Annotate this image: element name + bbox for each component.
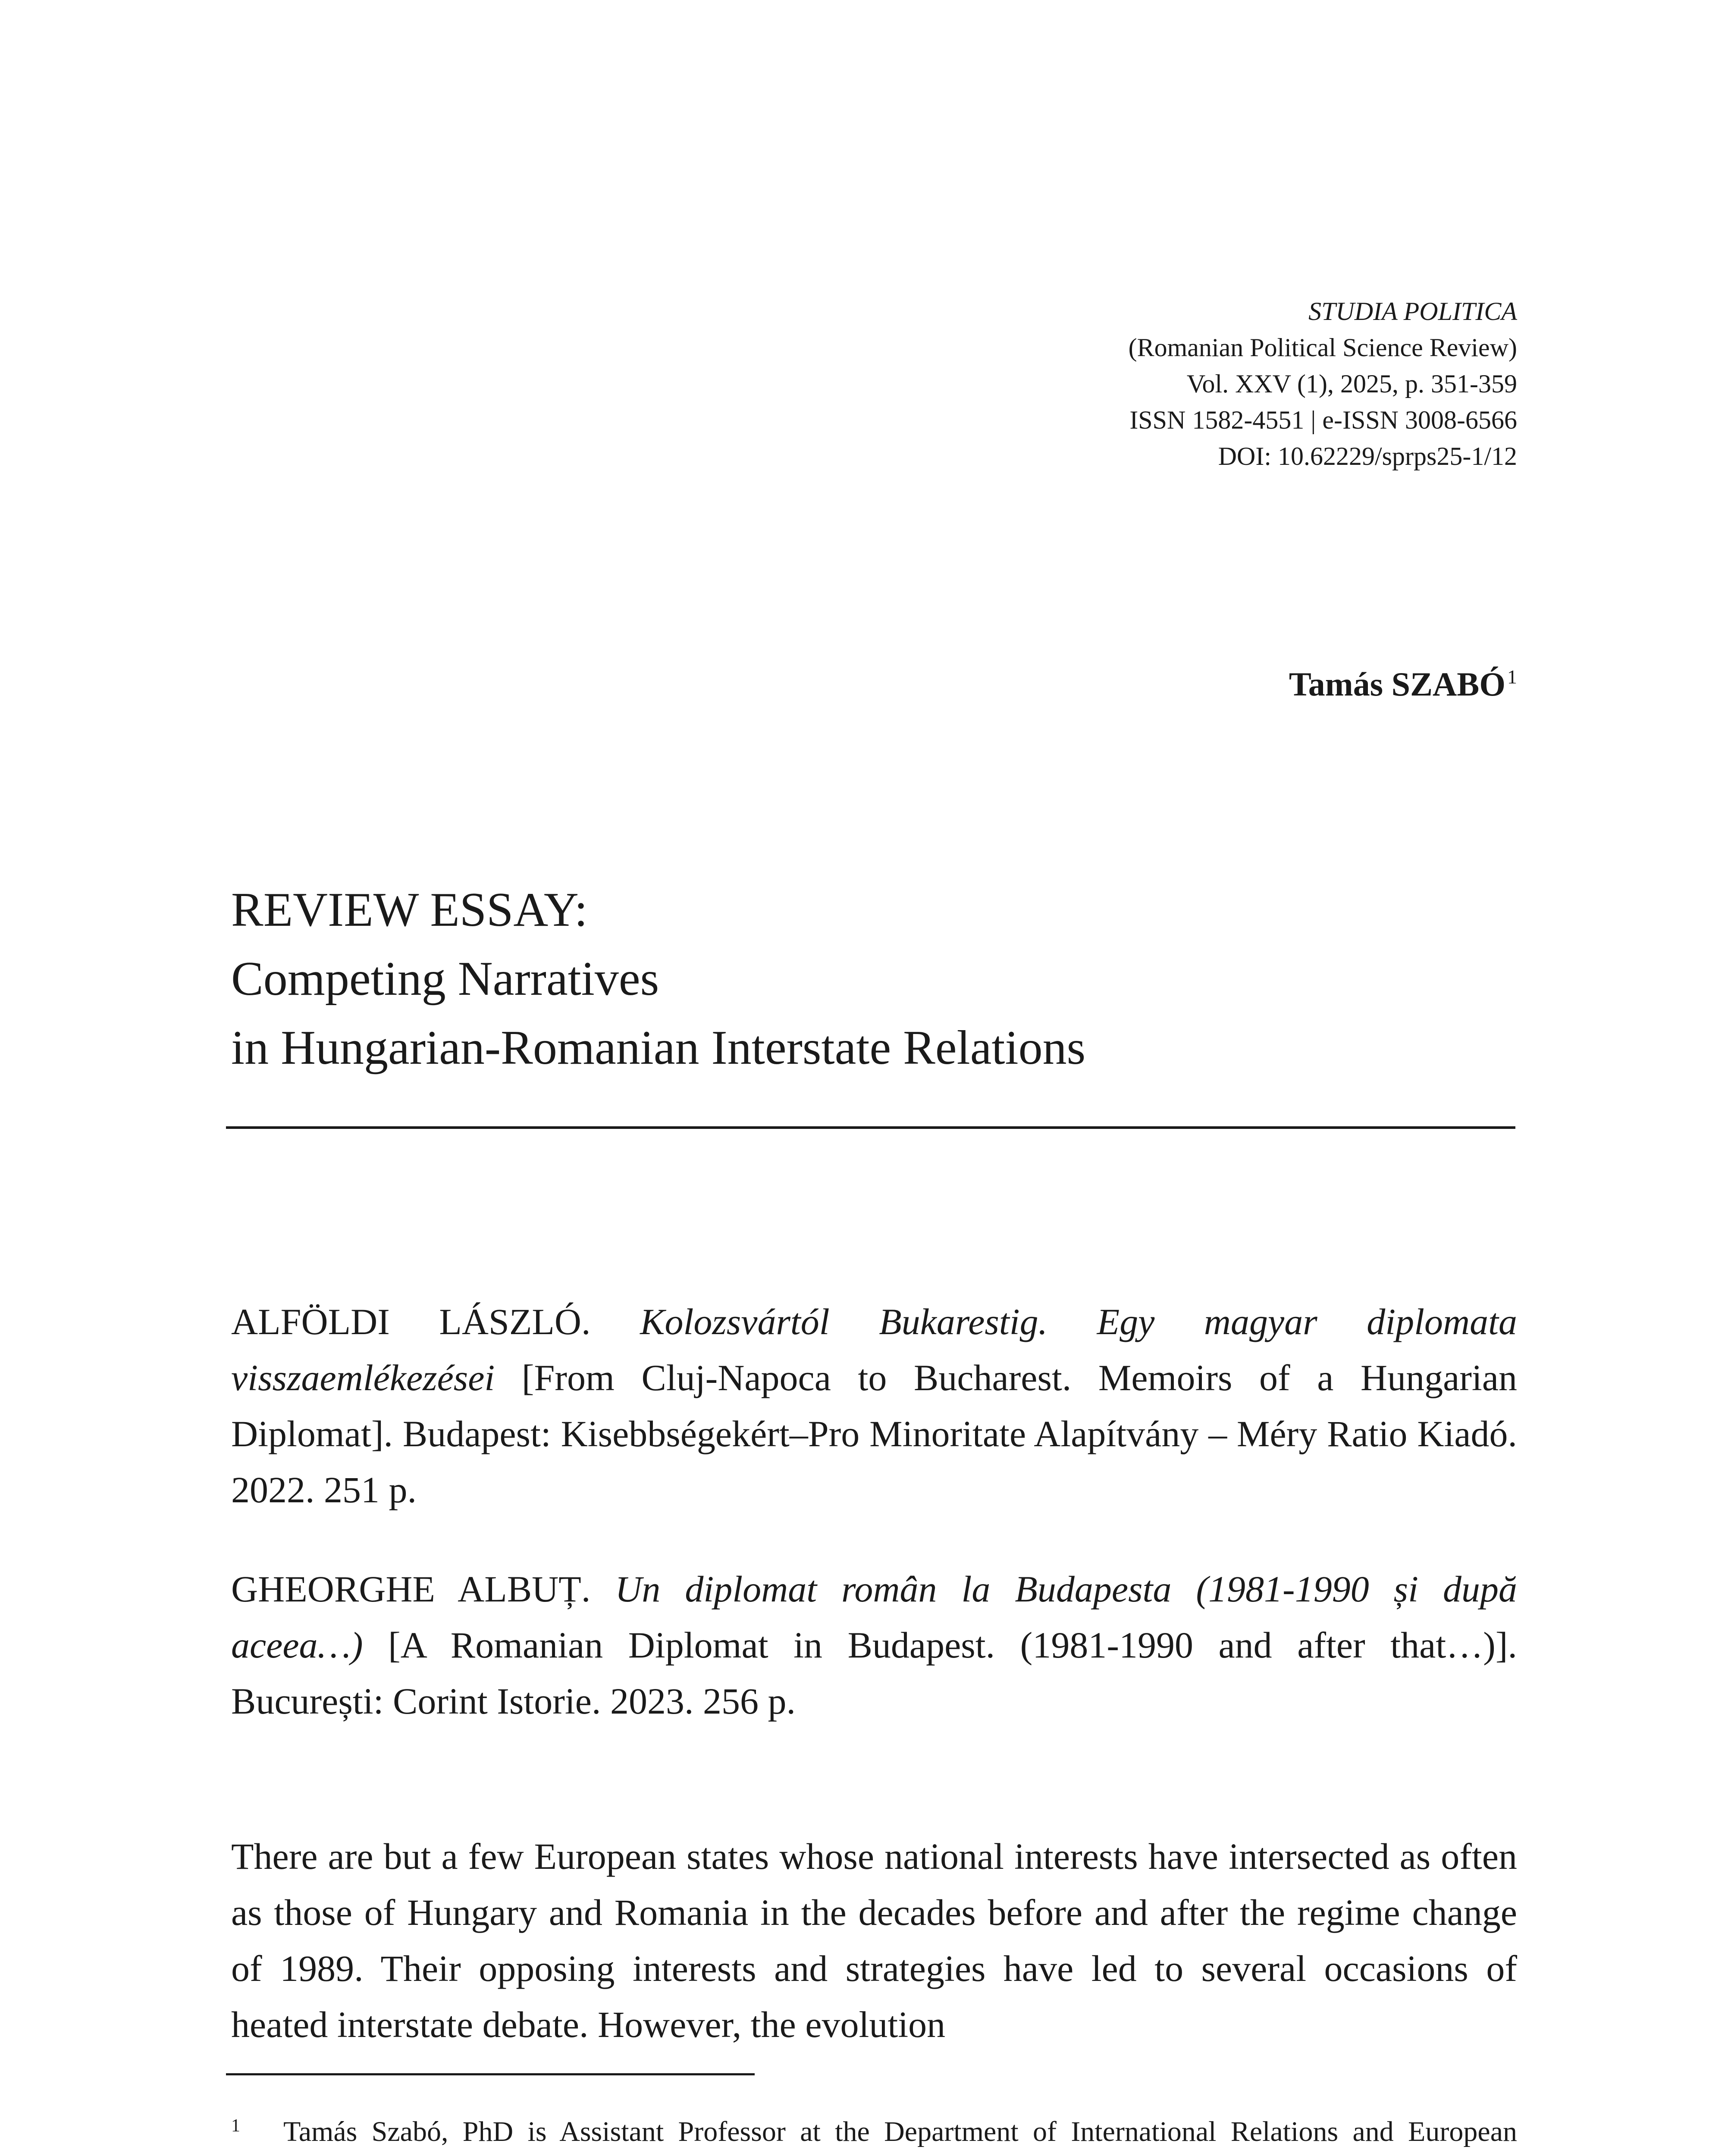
book-2-details: [A Romanian Diplomat in Budapest. (1981-1990 and after that…)]. București: Corint Istorie. 2023. 256 p. xyxy=(231,1624,1517,1722)
footnote xyxy=(231,2104,1517,2156)
journal-name: STUDIA POLITICA xyxy=(1308,297,1517,326)
title-divider xyxy=(226,1126,1515,1129)
footnote-divider xyxy=(226,2073,755,2075)
journal-header xyxy=(1129,293,1517,474)
author-footnote-mark: 1 xyxy=(1507,666,1517,688)
title-line-3: in Hungarian-Romanian Interstate Relations xyxy=(231,1021,1086,1075)
author-name: Tamás SZABÓ xyxy=(1289,665,1505,703)
title-line-2: Competing Narratives xyxy=(231,952,659,1006)
book-1-title: Kolozsvártól Bukarestig. Egy magyar diplomata visszaemlékezései xyxy=(231,1301,1517,1398)
reviewed-book-2 xyxy=(231,1561,1517,1729)
body-paragraph: There are but a few European states whose national interests have intersected as often as those of Hungary and Romania in the decades before and after the regime change of 1989. Their opposing interests and strategies have led to several occasions of heated interstate debate. However, the evolution xyxy=(231,1836,1517,2045)
author xyxy=(1289,655,1517,706)
journal-issn: ISSN 1582-4551 | e-ISSN 3008-6566 xyxy=(1129,406,1517,434)
book-1-author: ALFÖLDI LÁSZLÓ. xyxy=(231,1301,640,1342)
journal-subtitle: (Romanian Political Science Review) xyxy=(1128,333,1517,362)
article-title xyxy=(231,875,1085,1082)
reviewed-book-1 xyxy=(231,1294,1517,1518)
footnote-mark: 1 xyxy=(231,2116,240,2136)
journal-doi: DOI: 10.62229/sprps25-1/12 xyxy=(1218,442,1517,470)
book-2-title: Un diplomat român la Budapesta (1981-1990 și după aceea…) xyxy=(231,1568,1518,1666)
journal-volume: Vol. XXV (1), 2025, p. 351-359 xyxy=(1186,370,1517,398)
book-1-details: [From Cluj-Napoca to Bucharest. Memoirs of a Hungarian Diplomat]. Budapest: Kisebbségekért–Pro Minoritate Alapítvány – Méry Ratio Kiadó. 2022. 251 p. xyxy=(231,1357,1517,1510)
title-line-1: REVIEW ESSAY: xyxy=(231,883,588,937)
book-2-author: GHEORGHE ALBUȚ. xyxy=(231,1568,615,1610)
footnote-text: Tamás Szabó, PhD is Assistant Professor at the Department of International Relations and European xyxy=(283,2116,1517,2147)
